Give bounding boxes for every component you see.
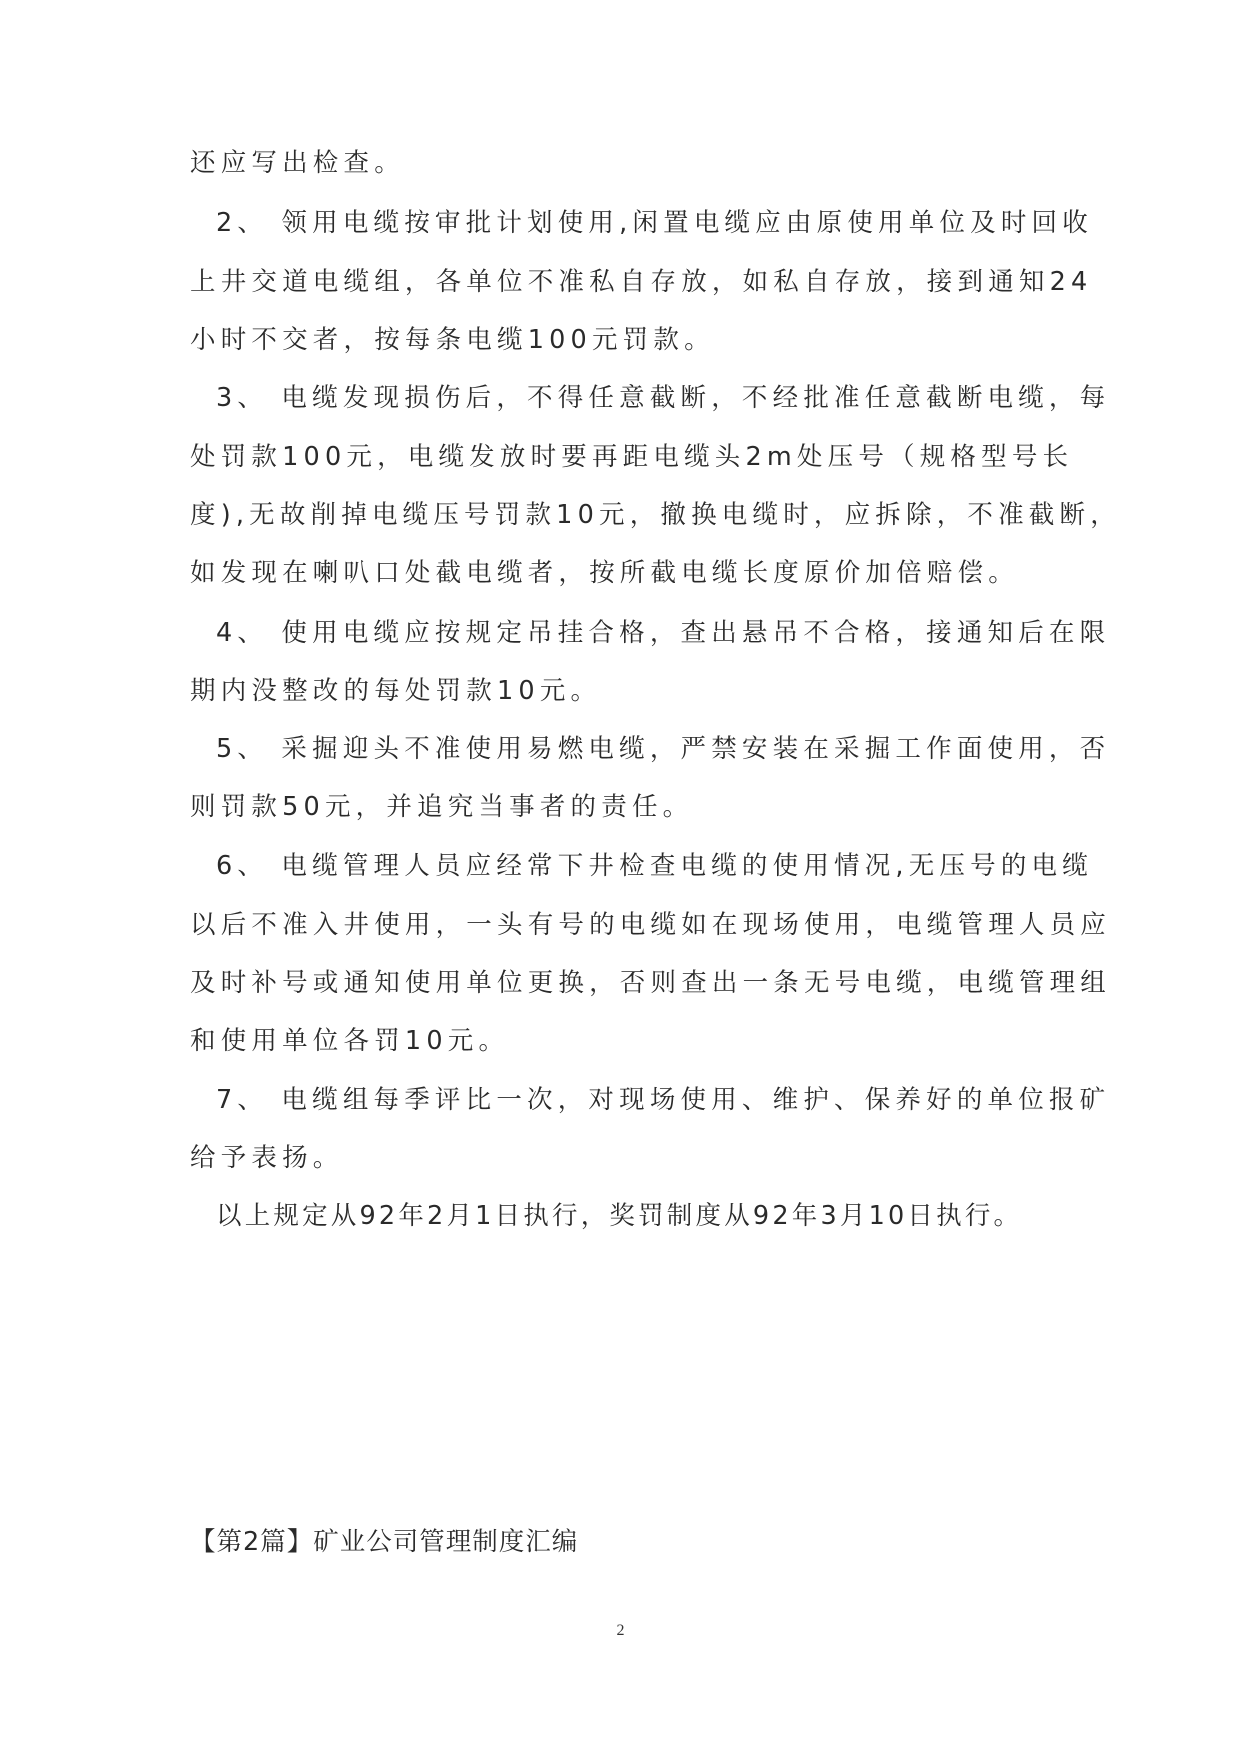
text-line: 还应写出检查。 [190,148,405,178]
text-line: 则罚款50元，并追究当事者的责任。 [190,792,694,822]
text-line: 上井交道电缆组，各单位不准私自存放，如私自存放，接到通知24 [190,267,1093,297]
list-item-7-line: 7、 电缆组每季评比一次，对现场使用、维护、保养好的单位报矿 [216,1085,1111,1115]
closing-statement: 以上规定从92年2月1日执行，奖罚制度从92年3月10日执行。 [216,1201,1023,1231]
list-item-2-line: 2、 领用电缆按审批计划使用,闲置电缆应由原使用单位及时回收 [216,208,1093,238]
text-line: 处罚款100元，电缆发放时要再距电缆头2m处压号（规格型号长 [190,442,1074,472]
text-line: 期内没整改的每处罚款10元。 [190,676,602,706]
list-item-5-line: 5、 采掘迎头不准使用易燃电缆，严禁安装在采掘工作面使用，否 [216,734,1111,764]
text-line: 和使用单位各罚10元。 [190,1026,510,1056]
text-line: 度),无故削掉电缆压号罚款10元，撤换电缆时，应拆除，不准截断， [190,500,1121,530]
list-item-4-line: 4、 使用电缆应按规定吊挂合格，查出悬吊不合格，接通知后在限 [216,618,1111,648]
section-heading: 【第2篇】矿业公司管理制度汇编 [190,1527,579,1557]
text-line: 小时不交者，按每条电缆100元罚款。 [190,325,715,355]
text-line: 如发现在喇叭口处截电缆者，按所截电缆长度原价加倍赔偿。 [190,558,1019,588]
text-line: 及时补号或通知使用单位更换，否则查出一条无号电缆，电缆管理组 [190,968,1112,998]
text-line: 以后不准入井使用，一头有号的电缆如在现场使用，电缆管理人员应 [190,910,1112,940]
list-item-3-line: 3、 电缆发现损伤后，不得任意截断，不经批准任意截断电缆，每 [216,383,1111,413]
list-item-6-line: 6、 电缆管理人员应经常下井检查电缆的使用情况,无压号的电缆 [216,851,1093,881]
text-line: 给予表扬。 [190,1143,344,1173]
page-number: 2 [616,1622,625,1639]
